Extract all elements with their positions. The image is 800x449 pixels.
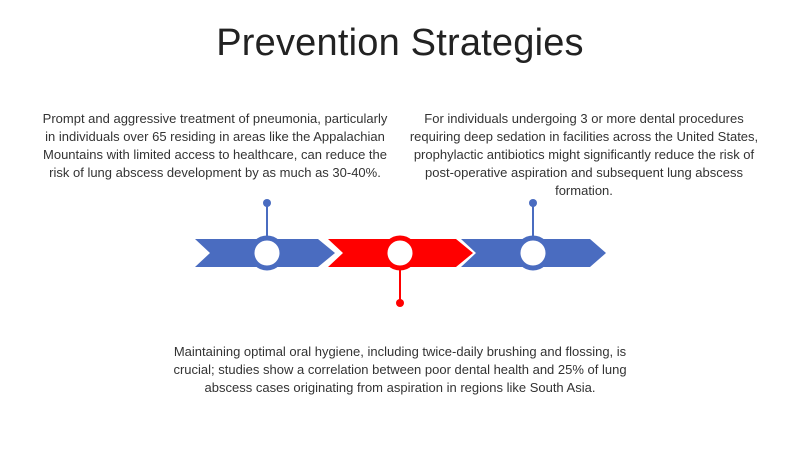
- timeline-marker-1: [252, 238, 282, 268]
- timeline-marker-2: [385, 238, 415, 268]
- timeline-marker-3: [518, 238, 548, 268]
- timeline-connector-dot-3: [529, 199, 537, 207]
- slide-title: Prevention Strategies: [216, 22, 584, 64]
- timeline-note-1: Prompt and aggressive treatment of pneumonia, particularly in individuals over 65 residing in areas like the Appalachian Mountains with limited access to healthcare, can reduce the risk of lung abscess development by as much as 30-40%.: [42, 111, 388, 180]
- timeline-connector-dot-2: [396, 299, 404, 307]
- timeline-connector-dot-1: [263, 199, 271, 207]
- timeline-note-3: For individuals undergoing 3 or more dental procedures requiring deep sedation in facilities across the United States, prophylactic antibiotics might significantly reduce the risk of post-operative aspiration and subsequent lung abscess formation.: [409, 111, 759, 198]
- timeline-note-2: Maintaining optimal oral hygiene, including twice-daily brushing and flossing, is crucial; studies show a correlation between poor dental health and 25% of lung abscess cases originating from aspiration in regions like South Asia.: [173, 344, 627, 395]
